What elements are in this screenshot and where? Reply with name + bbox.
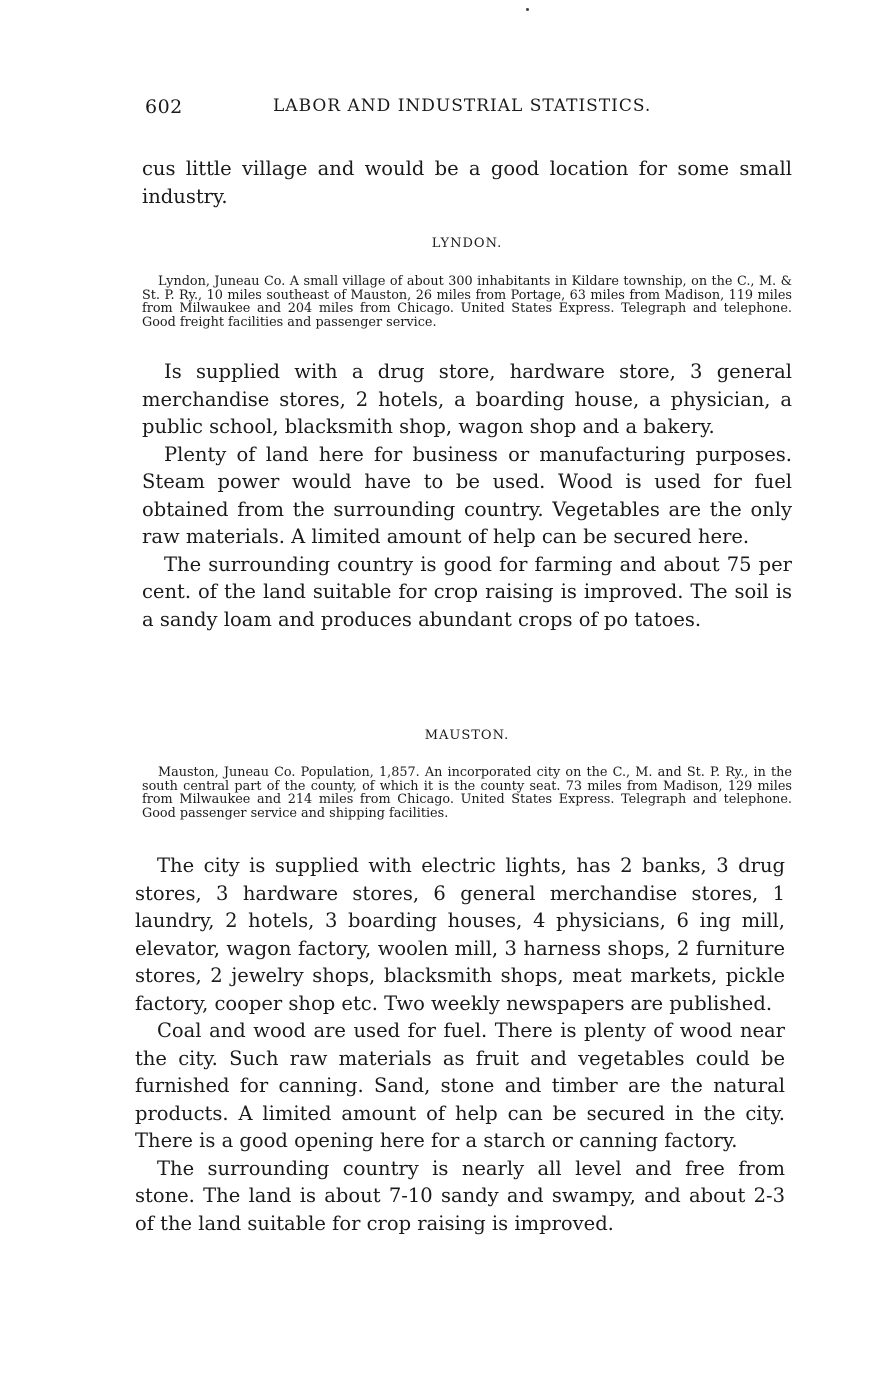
section-body-mauston [135,852,785,1237]
section-heading-lyndon: LYNDON. [431,236,503,251]
body-paragraph: The surrounding country is good for farming and about 75 per cent. of the land suitable for crop raising is improved. The soil is a sandy loam and produces abundant crops of po tatoes. [142,552,792,631]
section-summary-lyndon [142,275,792,329]
running-header [145,96,795,122]
body-paragraph: Coal and wood are used for fuel. There is plenty of wood near the city. Such raw materials as fruit and vegetables could be furnished for canning. Sand, stone and timber are the natural products. A limited amount of help can be secured in the city. There is a good opening here for a starch or canning factory. [135,1019,785,1152]
body-paragraph: Plenty of land here for business or manufacturing purposes. Steam power would have to be used. Wood is used for fuel obtained from the surrounding country. Vegetables are the only raw materials. A limited amount of help can be secured here. [142,442,792,548]
body-paragraph: The city is supplied with electric lights, has 2 banks, 3 drug stores, 3 hardware stores, 6 general merchandise stores, 1 laundry, 2 hotels, 3 boarding houses, 4 physicians, 6 ing mill, elevator, wagon factory, woolen mill, 3 harness shops, 2 furniture stores, 2 jewelry shops, blacksmith shops, meat markets, pickle factory, cooper shop etc. Two weekly newspapers are published. [135,854,785,1015]
summary-text: Lyndon, Juneau Co. A small village of about 300 inhabitants in Kildare township, on the C., M. & St. P. Ry., 10 miles southeast of Mauston, 26 miles from Portage, 63 miles from Madison, 119 miles from Milwaukee and 204 miles from Chicago. United States Express. Telegraph and telephone. Good freight facilities and passenger service. [142,274,792,330]
intro-paragraph: cus little village and would be a good location for some small industry. [142,157,792,208]
page-number: 602 [145,96,183,118]
intro-continuation [142,155,792,210]
body-paragraph: The surrounding country is nearly all level and free from stone. The land is about 7-10 sandy and swampy, and about 2-3 of the land suitable for crop raising is improved. [135,1156,785,1235]
running-title: LABOR AND INDUSTRIAL STATISTICS. [273,96,652,116]
print-speck [526,8,529,11]
body-paragraph: Is supplied with a drug store, hardware store, 3 general merchandise stores, 2 hotels, a boarding house, a physician, a public school, blacksmith shop, wagon shop and a bakery. [142,360,792,438]
summary-text: Mauston, Juneau Co. Population, 1,857. An incorporated city on the C., M. and St. P. Ry., in the south central part of the county, of which it is the county seat. 73 miles from Madison, 129 miles from Milwaukee and 214 miles from Chicago. United States Express. Telegraph and telephone. Good passenger service and shipping facilities. [142,765,792,821]
section-body-lyndon [142,358,792,633]
section-summary-mauston [142,766,792,820]
section-heading-mauston: MAUSTON. [424,728,510,743]
